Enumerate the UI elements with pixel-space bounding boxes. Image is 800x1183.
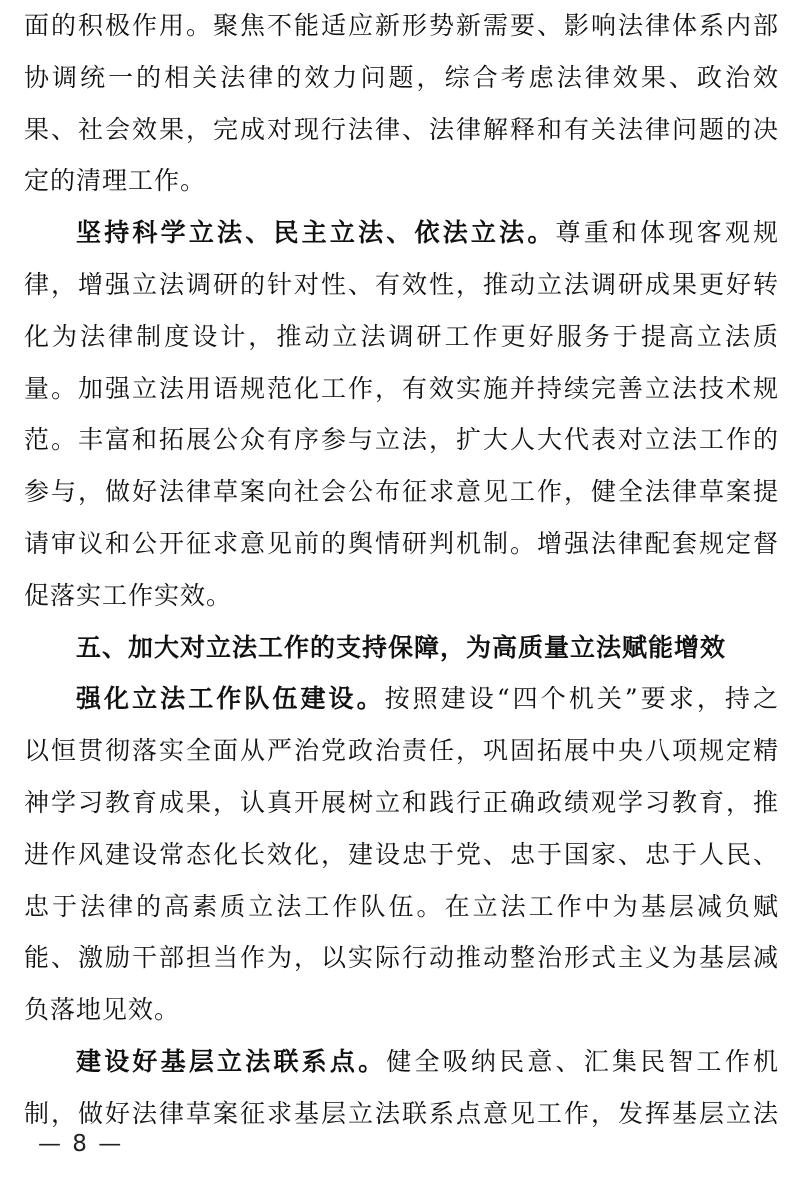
paragraph-line: 能、激励干部担当作为，以实际行动推动整治形式主义为基层减 [24, 943, 779, 973]
paragraph-line: 定的清理工作。 [24, 166, 207, 196]
paragraph-line: 以恒贯彻落实全面从严治党政治责任，巩固拓展中央八项规定精 [24, 736, 779, 766]
paragraph-text: 按照建设“四个机关”要求，持之 [384, 684, 779, 714]
paragraph-line: 负落地见效。 [24, 995, 181, 1025]
section-lead: 坚持科学立法、民主立法、依法立法。 [76, 218, 556, 248]
body-text [24, 0, 779, 1140]
paragraph-text: 尊重和体现客观规 [555, 218, 779, 248]
paragraph-line: 请审议和公开征求意见前的舆情研判机制。增强法律配套规定督 [24, 528, 779, 558]
paragraph-line: 协调统一的相关法律的效力问题，综合考虑法律效果、政治效 [24, 62, 779, 92]
paragraph-line: 量。加强立法用语规范化工作，有效实施并持续完善立法技术规 [24, 373, 779, 403]
paragraph-line [24, 1036, 779, 1088]
paragraph-line: 果、社会效果，完成对现行法律、法律解释和有关法律问题的决 [24, 114, 779, 144]
paragraph-line [24, 207, 779, 259]
paragraph-line: 范。丰富和拓展公众有序参与立法，扩大人大代表对立法工作的 [24, 425, 779, 455]
paragraph-line: 参与，做好法律草案向社会公布征求意见工作，健全法律草案提 [24, 477, 779, 507]
paragraph-line: 制，做好法律草案征求基层立法联系点意见工作，发挥基层立法 [24, 1098, 779, 1128]
paragraph-line: 忠于法律的高素质立法工作队伍。在立法工作中为基层减负赋 [24, 891, 779, 921]
paragraph-line: 律，增强立法调研的针对性、有效性，推动立法调研成果更好转 [24, 269, 779, 299]
paragraph-line [24, 673, 779, 725]
paragraph-line: 神学习教育成果，认真开展树立和践行正确政绩观学习教育，推 [24, 787, 779, 817]
section-heading: 五、加大对立法工作的支持保障，为高质量立法赋能增效 [76, 632, 727, 662]
paragraph-line: 面的积极作用。聚焦不能适应新形势新需要、影响法律体系内部 [24, 11, 779, 40]
section-lead: 强化立法工作队伍建设。 [76, 684, 385, 714]
paragraph-text: 健全吸纳民意、汇集民智工作机 [386, 1046, 779, 1076]
paragraph-line: 进作风建设常态化长效化，建设忠于党、忠于国家、忠于人民、 [24, 839, 779, 869]
section-lead: 建设好基层立法联系点。 [76, 1046, 387, 1076]
page-number: — 8 — [38, 1131, 124, 1157]
paragraph-line: 化为法律制度设计，推动立法调研工作更好服务于提高立法质 [24, 321, 779, 351]
paragraph-line: 促落实工作实效。 [24, 580, 233, 610]
